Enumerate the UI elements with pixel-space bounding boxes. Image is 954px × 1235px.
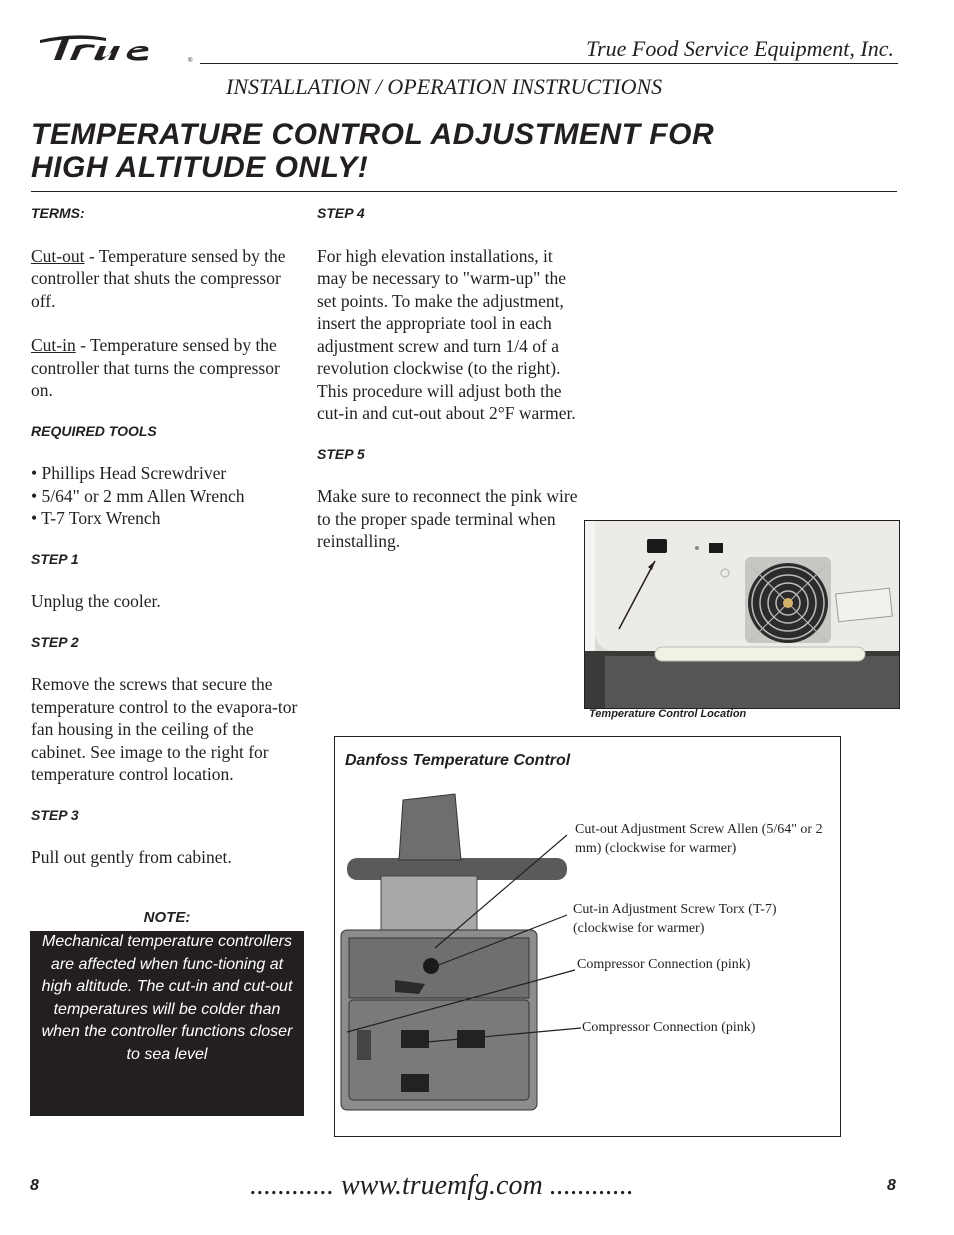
callout-cutout: Cut-out Adjustment Screw Allen (5/64" or 2 mm) (clockwise for warmer) [575,822,823,856]
step2-heading: STEP 2 [31,633,79,650]
danfoss-callout-lines [335,780,585,1125]
page-number-left: 8 [30,1177,39,1194]
cutin-term: Cut-in [31,335,76,355]
note-text: Mechanical temperature controllers are affected when func-tioning at high altitude. The cut-in and cut-out temperatures will be colder than when the controller functions closer to sea level [41,933,293,1063]
terms-heading: TERMS: [31,205,85,221]
callout-compressor-1: Compressor Connection (pink) [577,957,751,972]
callout-cutin: Cut-in Adjustment Screw Torx (T-7) (clockwise for warmer) [573,902,777,936]
step2-text: Remove the screws that secure the temperature control to the evapora-tor fan housing in the ceiling of the cabinet. See image to the right for temperature control location. [31,674,298,784]
title-line-1: TEMPERATURE CONTROL ADJUSTMENT FOR [31,118,715,151]
location-caption: Temperature Control Location [589,708,747,720]
location-photo [584,520,900,709]
svg-text:®: ® [188,58,193,64]
light-tube [655,647,865,661]
danfoss-title: Danfoss Temperature Control [345,752,571,769]
tools-heading: REQUIRED TOOLS [31,422,157,439]
step4-heading: STEP 4 [317,205,365,221]
switch-icon [709,543,723,553]
true-logo [36,30,196,66]
step1-text: Unplug the cooler. [31,591,161,611]
page-number-right: 8 [887,1177,896,1194]
step5-heading: STEP 5 [317,445,365,462]
title-line-2: HIGH ALTITUDE ONLY! [31,151,369,184]
note-heading: NOTE: [143,909,191,926]
page-title [31,118,911,184]
cutout-def: - Temperature sensed by the controller that shuts the compressor off. [31,245,286,311]
step4-text: For high elevation installations, it may be necessary to "warm-up" the set points. To make the adjustment, insert the appropriate tool in each adjustment screw and turn 1/4 of a revolution clockwise (to the right). This procedure will adjust both the cut-in and cut-out about 2°F warmer. [317,245,576,423]
tool-item: • T-7 Torx Wrench [31,508,161,528]
company-name: True Food Service Equipment, Inc. [586,36,894,61]
cutin-def: - Temperature sensed by the controller that turns the compressor on. [31,335,280,400]
tool-item: • Phillips Head Screwdriver [31,463,227,483]
cutout-definition [31,245,303,313]
step3-heading: STEP 3 [31,806,79,823]
tool-item: • 5/64" or 2 mm Allen Wrench [31,485,245,506]
title-rule [31,191,897,192]
left-column [31,200,303,869]
footer-url[interactable]: ............ www.truemfg.com ............ [250,1170,634,1201]
step3-text: Pull out gently from cabinet. [31,847,232,867]
service-label [836,588,893,621]
fan-grille-icon [745,557,831,643]
callout-compressor-2: Compressor Connection (pink) [582,1020,756,1035]
header-rule [200,63,898,64]
doc-subtitle: INSTALLATION / OPERATION INSTRUCTIONS [226,74,663,99]
cutin-definition [31,334,303,402]
temp-control-knob-icon [647,539,667,553]
step5-text: Make sure to reconnect the pink wire to the proper spade terminal when reinstalling. [317,486,578,551]
cutout-term: Cut-out [31,245,85,266]
step1-heading: STEP 1 [31,550,79,567]
location-photo-drawing [585,521,899,708]
middle-column [317,200,579,553]
